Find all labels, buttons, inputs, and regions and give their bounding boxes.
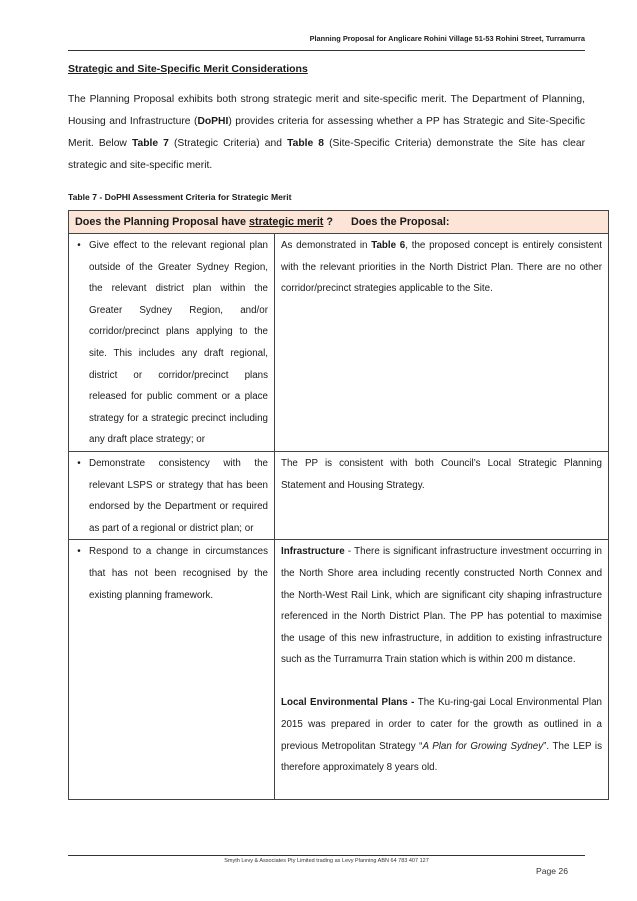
intro-bold-table7: Table 7 — [131, 138, 169, 149]
intro-text-3: (Strategic Criteria) and — [168, 138, 288, 149]
criterion-cell — [69, 234, 275, 452]
criterion-text: Demonstrate consistency with the relevant LSPS or strategy that has been endorsed by the Department or required as part of a regional or district plan; or — [89, 457, 268, 534]
criterion-cell — [69, 451, 275, 539]
infrastructure-paragraph — [281, 541, 602, 671]
running-header: Planning Proposal for Anglicare Rohini Village 51-53 Rohini Street, Turramurra — [68, 34, 585, 51]
response-text — [281, 235, 602, 300]
response-text: The PP is consistent with both Council’s Local Strategic Planning Statement and Housing Strategy. — [281, 457, 603, 491]
criterion-text: Give effect to the relevant regional plan outside of the Greater Sydney Region, the relevant district plan within the Greater Sydney Region, and/or corridor/precinct plans applying to the site. This includes any draft regional, district or corridor/precinct plans released for public comment or a place strategy for a strategic precinct including any draft place strategy; or — [89, 240, 268, 446]
table-row — [69, 234, 609, 452]
response-bold: Table 6 — [371, 240, 406, 251]
infrastructure-text: - There is significant infrastructure investment occurring in the North Shore area including recently constructed North Connex and the North-West Rail Link, which are significant city shaping infrastructure referenced in the North District Plan. The PP has potential to maximise the usage of this new infrastructure, in addition to existing infrastructure such as the Turramurra Train station which is within 200 m distance. — [281, 546, 603, 666]
table-header-cell — [69, 211, 609, 234]
header-left-post: ? — [323, 216, 334, 228]
table-header-row — [69, 211, 609, 234]
criterion-cell — [69, 540, 275, 800]
section-title: Strategic and Site-Specific Merit Considerations — [68, 63, 308, 75]
bullet-icon: • — [77, 546, 81, 558]
intro-text-1: The Planning Proposal exhibits both strong strategic merit and site-specific merit. The Department of Planning, Housing and Infrastructure ( — [68, 94, 585, 127]
lep-text-post: ”. The LEP is therefore approximately 8 years old. — [281, 740, 602, 774]
response-cell — [275, 234, 609, 452]
strategic-merit-table — [68, 210, 609, 800]
criterion-text: Respond to a change in circumstances that has not been recognised by the existing planning framework. — [89, 546, 268, 601]
page-number: Page 26 — [535, 866, 568, 876]
lep-heading: Local Environmental Plans - — [281, 697, 415, 709]
intro-text-4: (Site-Specific Criteria) demonstrate the Site has clear strategic and site-specific merit. — [68, 138, 586, 171]
response-cell — [275, 540, 609, 800]
table-caption: Table 7 - DoPHI Assessment Criteria for Strategic Merit — [68, 192, 292, 202]
bullet-icon: • — [77, 457, 81, 469]
response-text-pre: As demonstrated in — [281, 240, 372, 251]
lep-text-italic: A Plan for Growing Sydney — [422, 740, 544, 752]
intro-text-2: ) provides criteria for assessing whether a PP has Strategic and Site-Specific Merit. Below — [68, 116, 585, 149]
bullet-icon: • — [77, 240, 81, 251]
intro-paragraph — [68, 89, 585, 177]
header-right: Does the Proposal: — [351, 216, 450, 228]
footer: Smyth Levy & Associates Pty Limited trading as Levy Planning ABN 64 783 407 127 — [68, 855, 585, 864]
header-left-pre: Does the Planning Proposal have — [75, 216, 249, 228]
lep-text-pre: The Ku-ring-gai Local Environmental Plan 2015 was prepared in order to cater for the growth as outlined in a previous Metropolitan Strategy “ — [281, 697, 603, 752]
table-row — [69, 540, 609, 800]
header-left-underlined: strategic merit — [249, 216, 324, 228]
lep-paragraph — [281, 692, 602, 778]
response-cell — [275, 451, 609, 539]
infrastructure-heading: Infrastructure — [281, 546, 345, 558]
table-row — [69, 451, 609, 539]
response-text-post: , the proposed concept is entirely consistent with the relevant priorities in the North District Plan. There are no other corridor/precinct strategies applicable to the Site. — [281, 240, 603, 295]
intro-bold-dophi: DoPHI — [197, 116, 229, 127]
intro-bold-table8: Table 8 — [287, 138, 324, 149]
